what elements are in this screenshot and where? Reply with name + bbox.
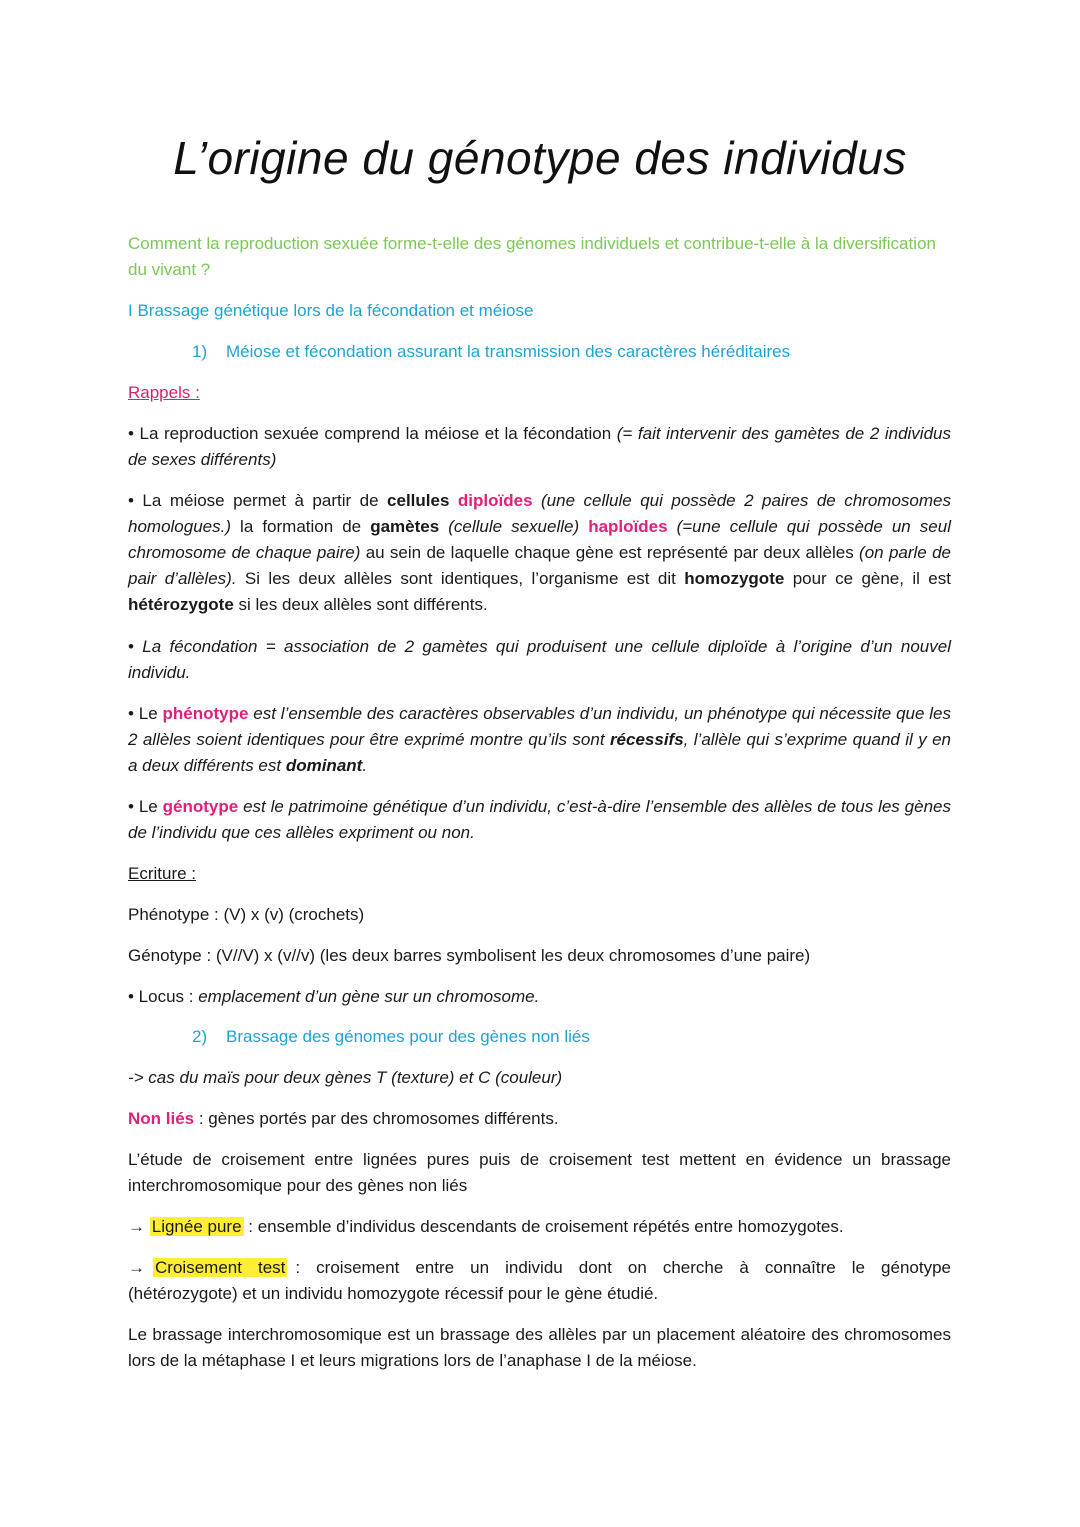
section-heading-1: I Brassage génétique lors de la fécondation et méiose [128, 301, 534, 320]
text-span [449, 491, 457, 510]
term-recessifs: récessifs [609, 730, 684, 749]
croisement-test-definition [128, 1255, 956, 1307]
term-lignee-pure: Lignée pure [151, 1217, 242, 1236]
page-title: L’origine du génotype des individus [173, 132, 907, 184]
text-span: Si les deux allèles sont identiques, l’organisme est dit [236, 569, 685, 588]
text-span: • Le [128, 797, 163, 816]
paragraph-brassage: Le brassage interchromosomique est un brassage des allèles par un placement aléatoire des chromosomes lors de la métaphase I et leurs migrations lors de l’anaphase I de la méiose. [128, 1325, 951, 1370]
text-span: pour ce gène, il est [784, 569, 951, 588]
text-span: • Locus : [128, 987, 199, 1006]
text-span-italic: (on parle de pair d’allèles). [128, 543, 951, 588]
term-non-lies: Non liés [128, 1109, 195, 1128]
paragraph-genotype [128, 794, 951, 846]
term-homozygote: homozygote [684, 569, 785, 588]
term-gametes: gamètes [370, 517, 440, 536]
arrow-icon: → [128, 1258, 154, 1277]
mais-example: -> cas du maïs pour deux gènes T (texture) et C (couleur) [128, 1068, 563, 1087]
subsection-number: 2) [192, 1027, 208, 1046]
text-span: • La reproduction sexuée comprend la méiose et la fécondation [128, 424, 617, 443]
text-span-italic: , l’allèle qui s’exprime quand il y en a deux différents est [128, 730, 951, 775]
subsection-title: Brassage des génomes pour des gènes non liés [226, 1027, 590, 1046]
text-span-italic: (= fait intervenir des gamètes de 2 individus de sexes différents) [128, 424, 951, 469]
problem-question: Comment la reproduction sexuée forme-t-elle des génomes individuels et contribue-t-elle à la diversification du vivant ? [128, 234, 936, 279]
term-genotype: génotype [162, 797, 239, 816]
ecriture-heading [128, 861, 951, 887]
text-span: • [128, 637, 143, 656]
rappels-label: Rappels : [128, 383, 200, 402]
text-span: : croisement entre un individu dont on cherche à connaître le génotype (hétérozygote) et un individu homozygote récessif pour le gène étudié. [128, 1258, 956, 1303]
phenotype-notation: Phénotype : (V) x (v) (crochets) [128, 905, 365, 924]
ecriture-label: Ecriture : [128, 864, 197, 883]
paragraph-phenotype [128, 701, 951, 779]
non-lies-definition [128, 1106, 951, 1132]
subsection-heading-2 [192, 1024, 952, 1050]
subsection-title: Méiose et fécondation assurant la transmission des caractères héréditaires [226, 342, 791, 361]
text-span: • La méiose permet à partir de [128, 491, 388, 510]
text-span [579, 517, 588, 536]
text-span: la formation de [231, 517, 371, 536]
term-haploides: haploïdes [588, 517, 668, 536]
paragraph-meiose [128, 488, 951, 618]
text-span-italic: . [362, 756, 368, 775]
subsection-number: 1) [192, 342, 208, 361]
text-span-italic: emplacement d’un gène sur un chromosome. [198, 987, 540, 1006]
term-diploides: diploïdes [457, 491, 533, 510]
text-span-italic: (=une cellule qui possède un seul chromosome de chaque paire) [128, 517, 951, 562]
locus-definition [128, 984, 951, 1010]
paragraph-reproduction [128, 421, 951, 473]
paragraph-fecondation [128, 634, 951, 686]
arrow-icon: → [128, 1217, 150, 1236]
genotype-notation: Génotype : (V//V) x (v//v) (les deux barres symbolisent les deux chromosomes d’une paire) [128, 946, 811, 965]
text-span-italic: (une cellule qui possède 2 paires de chromosomes homologues.) [128, 491, 951, 536]
text-span: si les deux allèles sont différents. [233, 595, 488, 614]
subsection-heading-1 [192, 339, 952, 365]
term-cellules: cellules [387, 491, 450, 510]
text-span: : ensemble d’individus descendants de croisement répétés entre homozygotes. [243, 1217, 844, 1236]
term-croisement-test: Croisement test [155, 1258, 286, 1277]
rappels-heading [128, 380, 951, 406]
lignee-pure-definition [128, 1214, 951, 1240]
term-phenotype: phénotype [162, 704, 249, 723]
text-span: • Le [128, 704, 163, 723]
term-dominant: dominant [285, 756, 363, 775]
term-heterozygote: hétérozygote [128, 595, 234, 614]
text-span-italic: est l’ensemble des caractères observables d’un individu, un phénotype qui nécessite que les 2 allèles soient identiques pour être exprimé montre qu’ils sont [128, 704, 951, 749]
text-span: au sein de laquelle chaque gène est représenté par deux allèles [360, 543, 860, 562]
text-span-italic: est le patrimoine génétique d’un individu, c’est-à-dire l’ensemble des allèles de tous les gènes de l’individu que ces allèles expriment ou non. [128, 797, 951, 842]
text-span-italic: La fécondation = association de 2 gamètes qui produisent une cellule diploïde à l’origine d’un nouvel individu. [128, 637, 951, 682]
paragraph-etude: L’étude de croisement entre lignées pures puis de croisement test mettent en évidence un brassage interchromosomique pour des gènes non liés [128, 1150, 951, 1195]
text-span-italic: (cellule sexuelle) [439, 517, 580, 536]
text-span: : gènes portés par des chromosomes différents. [194, 1109, 559, 1128]
